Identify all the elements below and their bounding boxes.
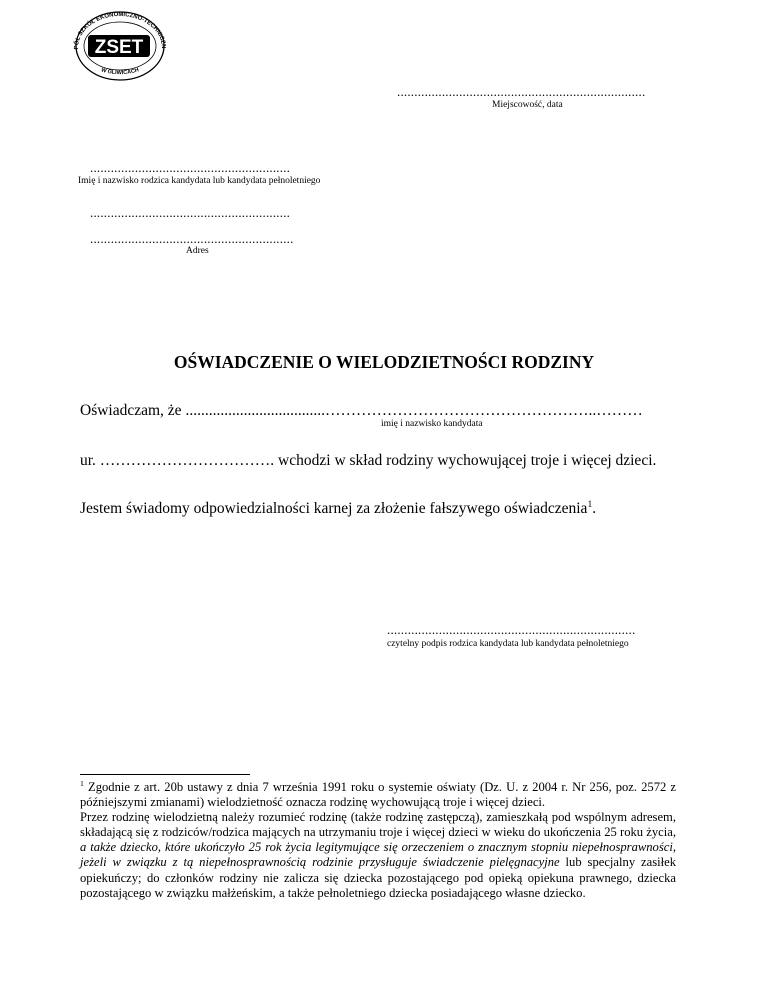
footnote-paragraph-1 — [80, 780, 676, 810]
address-line-1[interactable]: .......................................................... — [90, 205, 291, 220]
signature-label: czytelny podpis rodzica kandydata lub kandydata pełnoletniego — [387, 639, 629, 649]
address-label: Adres — [186, 246, 209, 256]
logo-ring-text: PÓŁ SZKÓŁ EKONOMICZNO-TECHNICZN — [73, 11, 167, 50]
footnote-paragraph-2 — [80, 810, 676, 901]
statement-line-2: ur. ……………………………. wchodzi w skład rodziny wychowującej troje i więcej dzieci. — [80, 452, 657, 469]
footnote-separator — [80, 774, 250, 775]
footnote-text-2a: Przez rodzinę wielodzietną należy rozumieć rodzinę (także rodzinę zastępczą), zamieszkałą pod wspólnym adresem, składającą się z rodziców/rodzica mających na utrzymaniu troje i więcej dzieci w wieku do ukończenia 25 roku życia, — [80, 810, 676, 840]
logo-text: ZSET — [94, 37, 144, 58]
statement-line-3 — [80, 500, 596, 518]
candidate-name-dots[interactable]: ....................................……………………………………………..……… — [185, 402, 643, 419]
signature-dots[interactable]: ........................................................................ — [387, 622, 636, 637]
footnote-marker: 1 — [80, 778, 84, 788]
footnote-text-2b: lub specjalny zasiłek opiekuńczy; do członków rodziny nie zalicza się dziecka pozostającego pod opieką opiekuna prawnego, dziecka pozostającego w związku małżeńskim, a także pełnoletniego dziecka posiadającego własne dziecko. — [80, 855, 677, 900]
school-logo — [64, 8, 176, 82]
liability-period: . — [592, 500, 597, 517]
svg-text:W GLIWICACH — [100, 67, 139, 76]
place-date-label: Miejscowość, data — [492, 100, 563, 110]
address-line-2[interactable]: ........................................................... — [90, 231, 294, 246]
statement-prefix: Oświadczam, że — [80, 402, 186, 419]
applicant-name-label: Imię i nazwisko rodzica kandydata lub kandydata pełnoletniego — [78, 176, 321, 186]
statement-line-1 — [80, 402, 643, 420]
footnote-ref: 1 — [587, 498, 593, 510]
footnote — [80, 780, 676, 901]
place-date-dots[interactable]: ........................................................................ — [397, 84, 646, 99]
candidate-name-label: imię i nazwisko kandydata — [381, 419, 483, 429]
footnote-text-2-italic: a także dziecko, które ukończyło 25 rok życia legitymujące się orzeczeniem o znacznym stopniu niepełnosprawności, jeżeli w związku z tą niepełnosprawnością rodzinie przysługuje świadczenie pielęgnacyjne — [80, 840, 676, 870]
liability-text: Jestem świadomy odpowiedzialności karnej za złożenie fałszywego oświadczenia — [80, 500, 588, 517]
applicant-name-dots[interactable]: .......................................................... — [90, 160, 291, 175]
document-title: OŚWIADCZENIE O WIELODZIETNOŚCI RODZINY — [173, 352, 595, 372]
logo-city-text: W GLIWICACH — [100, 67, 140, 77]
footnote-text-1: Zgodnie z art. 20b ustawy z dnia 7 września 1991 roku o systemie oświaty (Dz. U. z 2004 r. Nr 256, poz. 2572 z późniejszymi zmianami) wielodzietność oznacza rodzinę wychowującą troje i więcej dzieci. — [80, 780, 676, 810]
